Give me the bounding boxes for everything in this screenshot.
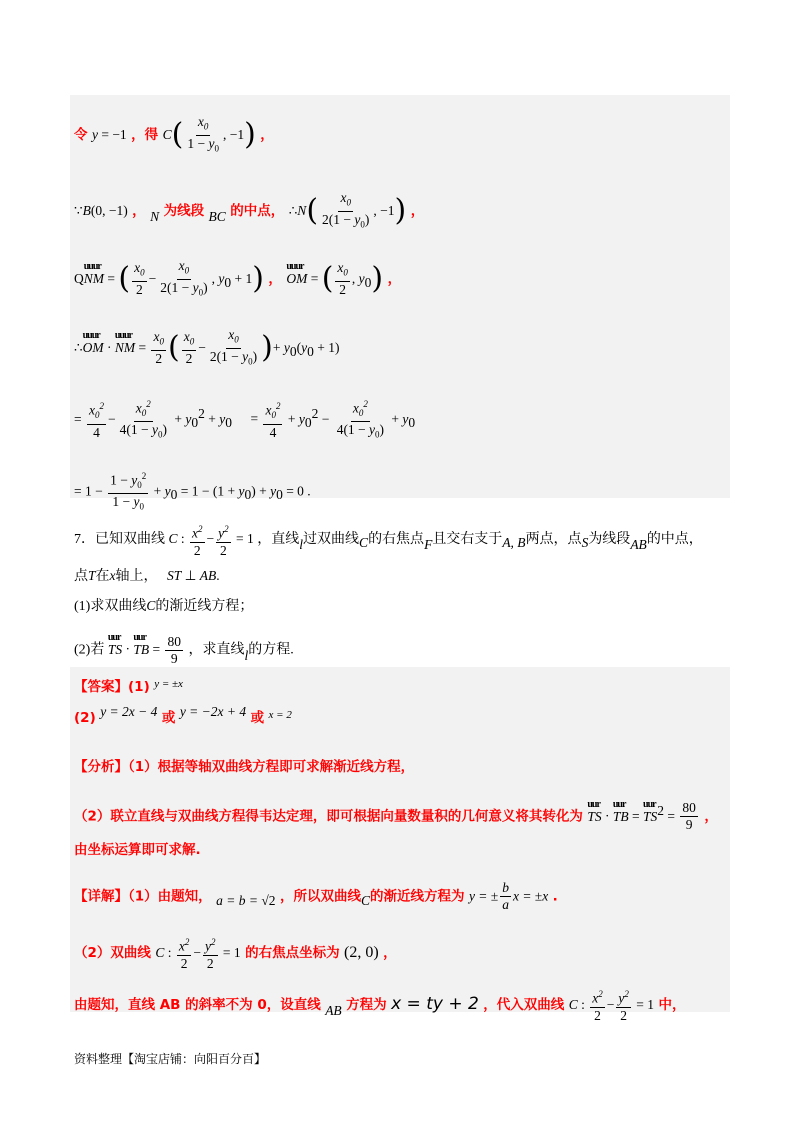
problem-7-line-1: 7．已知双曲线 C : $\frac{x^2}{2}$ − $\frac{y^2}{2}$ = 1 ，直线l过双曲线C的右焦点F且交右支于A, B两点，点S为线段AB的中点， xyxy=(74,521,703,559)
solution-line-3: Q uuur NM = ( $\frac{x_0}{2}$ − $\frac{x_0}{2(1 - y_0)}$ , $y_0 + 1$) ， uuur OM = ( $\frac{x_0}{2}$ , $y_0$) ， xyxy=(74,258,402,298)
detail-line-3: 由题知，直线 AB 的斜率不为 0，设直线 AB 方程为 x = ty + 2 ，代入双曲线 C : $\frac{x^2}{2}$ − $\frac{y^2}{2}$ = 1 中， xyxy=(74,986,685,1024)
analysis-line-3: 由坐标运算即可求解. xyxy=(74,842,201,858)
analysis-line-1: 【分析】（1）根据等轴双曲线方程即可求解渐近线方程， xyxy=(74,759,415,775)
answer-line-1: 【答案】(1) $^{y = \pm x}$ xyxy=(74,678,183,695)
page-footer: 资料整理【淘宝店铺：向阳百分百】 xyxy=(74,1052,267,1066)
problem-7-question-2: (2)若 uur TS · uur TB = $\frac{80}{9}$ ，求直线l的方程. xyxy=(74,631,294,666)
analysis-line-2: （2）联立直线与双曲线方程得韦达定理，即可根据向量数量积的几何意义将其转化为 uur TS · uur TB = uur $TS^2$ = $\frac{80}{9}$ ， xyxy=(74,798,718,832)
solution-line-2: ∵B(0, −1) ， N 为线段 BC 的中点， ∴N( $\frac{x_0}{2(1 - y_0)}$ , −1) ， xyxy=(74,190,425,230)
detail-line-1: 【详解】（1）由题知， a = b = √2 ，所以双曲线C的渐近线方程为 y = ± $\frac{b}{a}$ x = ±x . xyxy=(74,880,558,912)
detail-line-2: （2）双曲线 C : $\frac{x^2}{2}$ − $\frac{y^2}{2}$ = 1 的右焦点坐标为 (2, 0) ， xyxy=(74,934,397,972)
solution-line-4: ∴ uuur OM · uuur NM = $\frac{x_0}{2}$ ( $\frac{x_0}{2}$ − $\frac{x_0}{2(1 - y_0)}$ )+ $y_0(y_0 + 1)$ xyxy=(74,327,340,367)
problem-7-line-2: 点T在x轴上， ST ⊥ AB. xyxy=(74,568,220,584)
solution-line-6: = 1 − $\frac{1 - y_0^2}{1 - y_0}$ + $y_0 = 1 - (1 + y_0) + y_0 = 0$ . xyxy=(74,468,311,515)
solution-line-1: 令 y = −1 ，得 C( $\frac{x_0}{1 - y_0}$ , −1) ， xyxy=(74,114,274,154)
answer-line-2: (2) y = 2x − 4 或 y = −2x + 4 或 $^{x = 2}$ xyxy=(74,704,292,726)
solution-line-5: = $\frac{x_0^2}{4}$ − $\frac{x_0^2}{4(1 - y_0)}$ + $y_0^2 + y_0$ = $\frac{x_0^2}{4}$ + $y_0^2$ − $\frac{x_0^2}{4(1 - y_0)}$ + $y_0$ xyxy=(74,396,415,443)
problem-7-question-1: (1)求双曲线C的渐近线方程； xyxy=(74,598,254,614)
